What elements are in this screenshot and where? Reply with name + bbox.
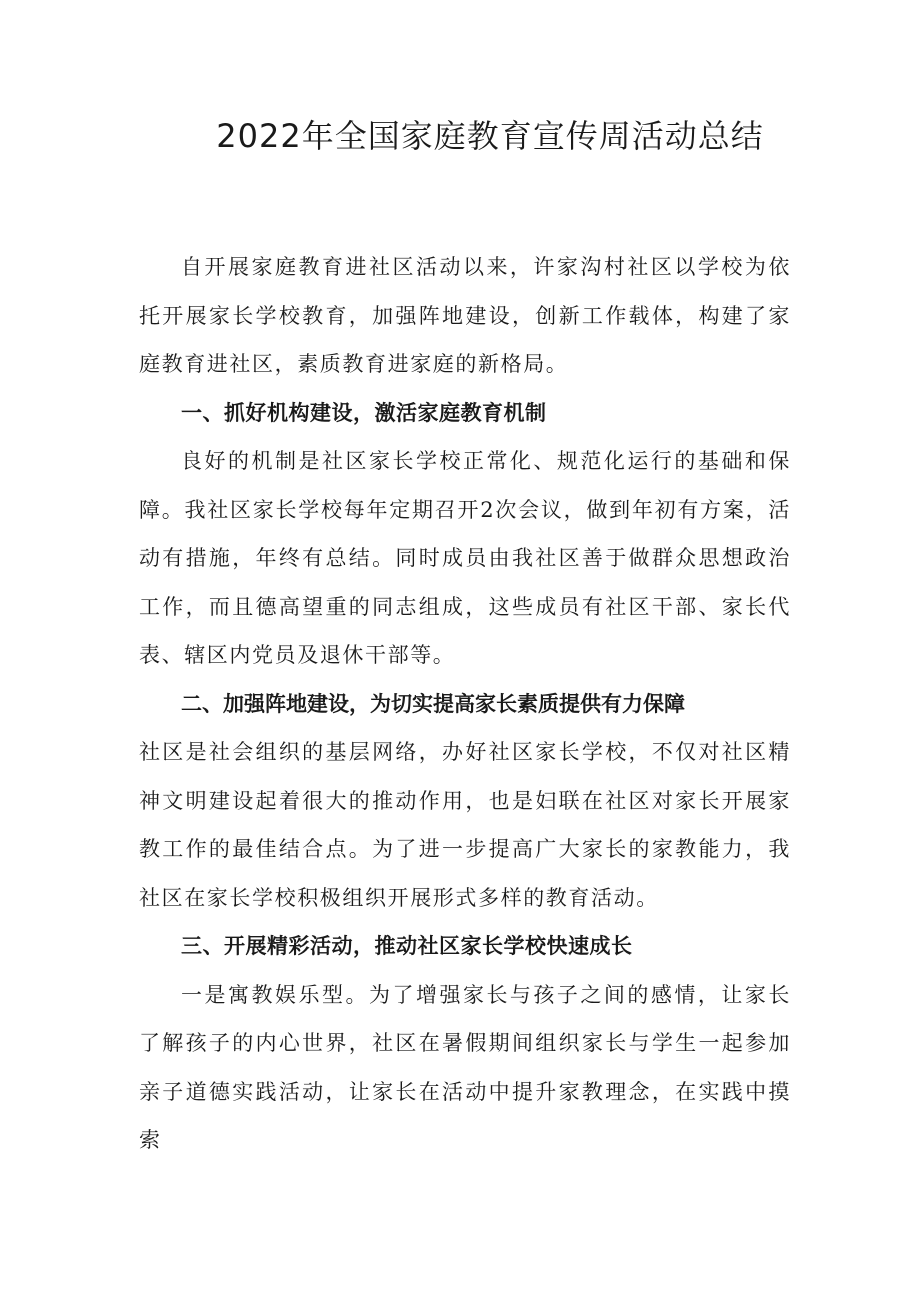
document-body	[139, 243, 791, 1165]
section-heading-2: 二、加强阵地建设，为切实提高家长素质提供有力保障	[181, 691, 685, 716]
section-heading-3: 三、开展精彩活动，推动社区家长学校快速成长	[181, 934, 633, 958]
intro-paragraph: 自开展家庭教育进社区活动以来，许家沟村社区以学校为依托开展家长学校教育，加强阵地建设，创新工作载体，构建了家庭教育进社区，素质教育进家庭的新格局。	[139, 255, 791, 376]
section-2-paragraph: 社区是社会组织的基层网络，办好社区家长学校，不仅对社区精神文明建设起着很大的推动作用，也是妇联在社区对家长开展家教工作的最佳结合点。为了进一步提高广大家长的家教能力，我社区在家长学校积极组织开展形式多样的教育活动。	[139, 740, 791, 910]
section-3-paragraph: 一是寓教娱乐型。为了增强家长与孩子之间的感情，让家长了解孩子的内心世界，社区在暑假期间组织家长与学生一起参加亲子道德实践活动，让家长在活动中提升家教理念，在实践中摸索	[139, 982, 791, 1152]
document-title: 2022年全国家庭教育宣传周活动总结	[216, 117, 764, 155]
section-1-paragraph: 良好的机制是社区家长学校正常化、规范化运行的基础和保障。我社区家长学校每年定期召开2次会议，做到年初有方案，活动有措施，年终有总结。同时成员由我社区善于做群众思想政治工作，而且德高望重的同志组成，这些成员有社区干部、家长代表、辖区内党员及退休干部等。	[139, 449, 791, 667]
section-heading-1: 一、抓好机构建设，激活家庭教育机制	[181, 400, 547, 425]
